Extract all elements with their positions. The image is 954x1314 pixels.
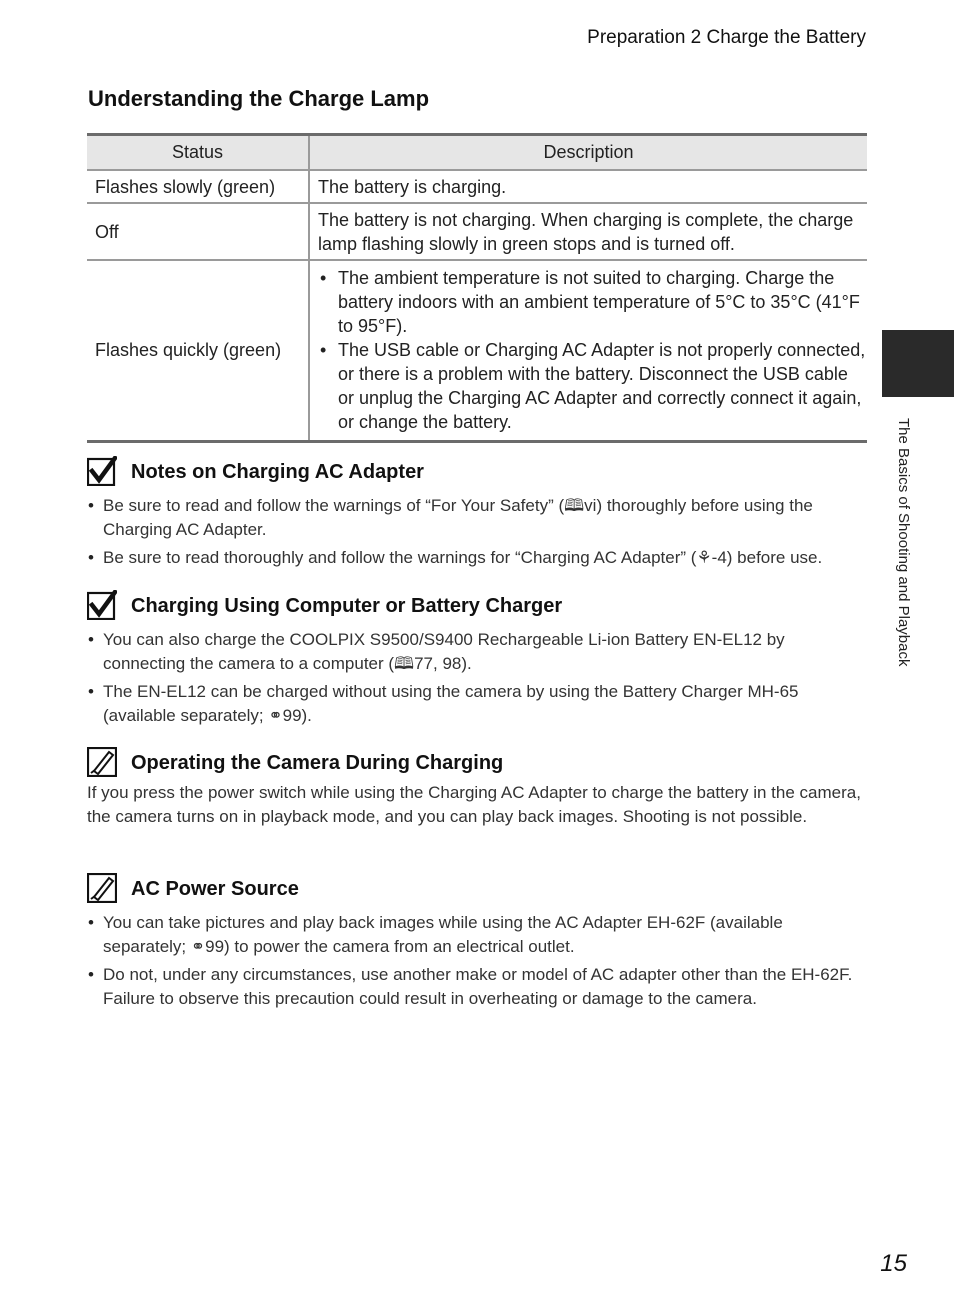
description-cell: The battery is not charging. When charging is complete, the charge lamp flashing slowly in green stops and is turned off. — [309, 203, 867, 260]
section-title: Understanding the Charge Lamp — [88, 86, 430, 111]
running-header: Preparation 2 Charge the Battery — [587, 27, 866, 48]
check-mark-icon — [87, 590, 117, 620]
check-mark-icon — [87, 456, 117, 486]
page-number: 15 — [880, 1250, 907, 1277]
pencil-icon — [87, 873, 117, 903]
bullet-item: • Be sure to read and follow the warnings of “For Your Safety” (🕮vi) thoroughly before using the Charging AC Adapter. — [87, 494, 867, 542]
table-row — [87, 260, 867, 441]
status-cell: Off — [87, 203, 309, 260]
header-description: Description — [309, 135, 867, 171]
note-title: AC Power Source — [131, 878, 299, 900]
bullet-item: • The USB cable or Charging AC Adapter is not properly connected, or there is a problem with the battery. Disconnect the USB cable or unplug the Charging AC Adapter and correctly connect it again, or change the battery. — [318, 338, 867, 434]
header-status: Status — [87, 135, 309, 171]
note-bullets — [87, 494, 867, 570]
chapter-tab — [882, 330, 954, 397]
bullet-item: • You can also charge the COOLPIX S9500/S9400 Rechargeable Li-ion Battery EN-EL12 by connecting the camera to a computer (🕮77, 98). — [87, 628, 867, 676]
note-charging-ac-adapter — [87, 456, 867, 570]
bullet-item: • The EN-EL12 can be charged without using the camera by using the Battery Charger MH-65 (available separately; ⚭99). — [87, 680, 867, 728]
pencil-icon — [87, 747, 117, 777]
note-operating-during-charging — [87, 747, 867, 829]
bullet-item: • Be sure to read thoroughly and follow the warnings for “Charging AC Adapter” (⚘-4) before use. — [87, 546, 867, 570]
table-row — [87, 203, 867, 260]
note-charging-computer — [87, 590, 867, 728]
note-text: If you press the power switch while using the Charging AC Adapter to charge the battery in the camera, the camera turns on in playback mode, and you can play back images. Shooting is not possible. — [87, 783, 861, 826]
bullet-item: • Do not, under any circumstances, use another make or model of AC adapter other than the EH-62F. Failure to observe this precaution could result in overheating or damage to the camera. — [87, 963, 867, 1011]
note-bullets — [87, 911, 867, 1011]
charge-lamp-table — [87, 133, 867, 443]
description-cell — [309, 260, 867, 441]
status-cell: Flashes quickly (green) — [87, 260, 309, 441]
bullet-item: • The ambient temperature is not suited to charging. Charge the battery indoors with an ambient temperature of 5°C to 35°C (41°F to 95°F). — [318, 266, 867, 338]
table-row — [87, 170, 867, 203]
bullet-item: • You can take pictures and play back images while using the AC Adapter EH-62F (available separately; ⚭99) to power the camera from an electrical outlet. — [87, 911, 867, 959]
description-cell: The battery is charging. — [309, 170, 867, 203]
note-ac-power-source — [87, 873, 867, 1011]
status-cell: Flashes slowly (green) — [87, 170, 309, 203]
note-title: Charging Using Computer or Battery Charger — [131, 595, 563, 617]
description-bullets — [318, 266, 867, 434]
note-title: Notes on Charging AC Adapter — [131, 461, 424, 483]
table-header-row — [87, 135, 867, 171]
note-title: Operating the Camera During Charging — [131, 752, 504, 774]
chapter-tab-label: The Basics of Shooting and Playback — [895, 418, 912, 667]
note-bullets — [87, 628, 867, 728]
